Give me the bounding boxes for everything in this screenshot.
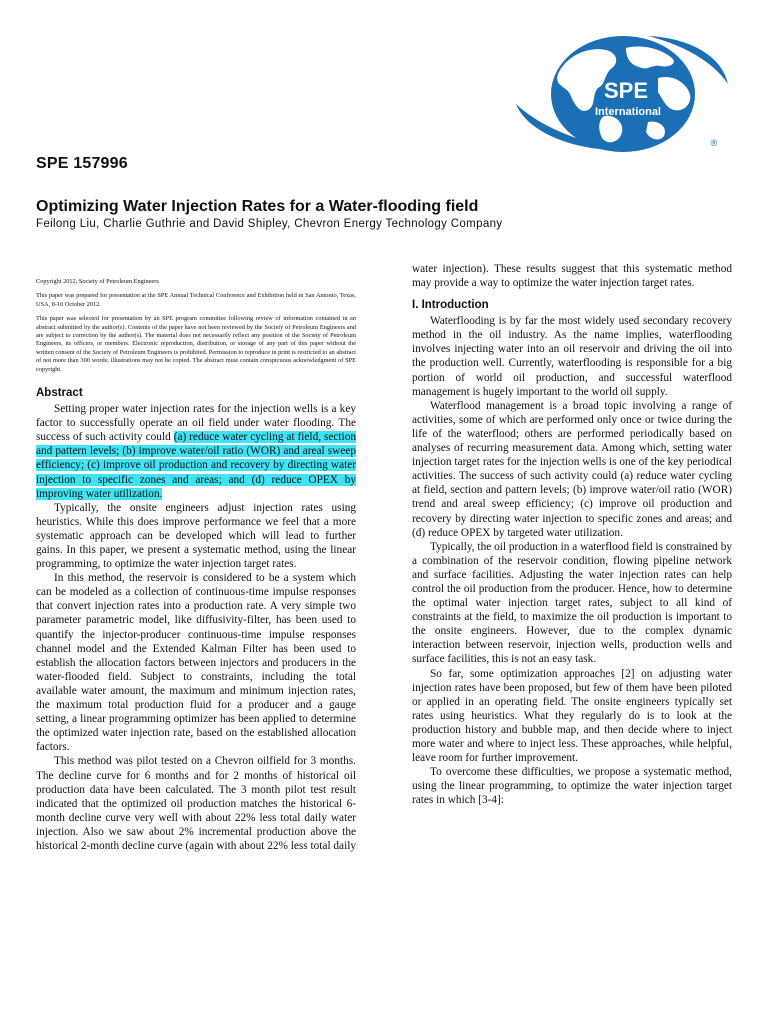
svg-text:International: International <box>594 106 662 118</box>
conference-note: This paper was prepared for presentation at the SPE Annual Technical Conference and Exhibition held in San Antonio, Texas, USA, 8-10 October 2012. <box>36 292 356 308</box>
svg-text:SPE: SPE <box>603 78 649 103</box>
abstract-heading: Abstract <box>36 387 83 400</box>
abstract-paragraph-2: Typically, the onsite engineers adjust injection rates using heuristics. While this does improve performance we feel that a more systematic approach can be developed which will lead to further gains. In this paper, we present a systematic method, using the linear programming, to optimize the water injection target rates. <box>36 501 356 571</box>
paper-number: SPE 157996 <box>36 155 128 172</box>
abstract-paragraph-4-continued: water injection). These results suggest that this systematic method may provide a way to optimize the water injection target rates. <box>412 263 732 290</box>
permission-note: This paper was selected for presentation by an SPE program committee following review of information contained in an abstract submitted by the author(s). Contents of the paper have not been reviewed by the Society of Petroleum Engineers and are subject to correction by the author(s). The material does not necessarily reflect any position of the Society of Petroleum Engineers, its officers, or members. Electronic reproduction, distribution, or storage of any part of this paper without the written consent of the Society of Petroleum Engineers is prohibited. Permission to reproduce in print is restricted to an abstract of not more than 300 words; illustrations may not be copied. The abstract must contain conspicuous acknowledgment of SPE copyright. <box>36 315 356 373</box>
right-column <box>412 262 732 807</box>
svg-text:®: ® <box>710 138 718 148</box>
intro-paragraph-2: Waterflood management is a broad topic involving a range of activities, some of which are performed only once or twice during the life of the waterflood; others are performed periodically based on analyses of recurring measurement data. Among which, setting water injection target rates for the injection wells is one of the key periodical activities. The success of such activity could (a) reduce water cycling at field, section and pattern levels; (b) improve water/oil ratio (WOR) trend and areal sweep efficiency; (c) improve oil production and recovery by directing water injection to specific zones and areas; and (d) reduce OPEX by targeted water utilization. <box>412 399 732 539</box>
intro-paragraph-3: Typically, the oil production in a waterflood field is constrained by a combination of the reservoir condition, flowing pipeline network and surface facilities. Adjusting the water injection rates can help control the oil production from the producer. Hence, how to determine the optimal water injection target rates, subject to all kind of constraints at the field, to maximize the oil production is important to the onsite engineers. However, due to the complex dynamic interaction between reservoir, injection wells, production wells and surface facilities, this is not an easy task. <box>412 540 732 666</box>
intro-paragraph-1: Waterflooding is by far the most widely used secondary recovery method in the oil industry. As the name implies, waterflooding involves injecting water into an oil reservoir and driving the oil into the production well. Currently, waterflooding is responsible for a big portion of world oil production, and successful waterflood management is hugely important to the world oil supply. <box>412 315 732 398</box>
abstract-paragraph-3: In this method, the reservoir is considered to be a system which can be modeled as a collection of continuous-time impulse responses that convert injection rates into a production rate. A very simple two parameter parametric model, like diffusivity-filter, has been used to quantify the injector-producer continuous-time impulse responses channel model and the Extended Kalman Filter has been used to establish the allocation factors between injectors and producers in the water-flooded field. Subject to constraints, including the total available water amount, the maximum and minimum injection rates, the maximum total production fluid for a producer and a gauge setting, a linear programming optimizer has been applied to determine the optimized water injection rate, based on the established allocation factors. <box>36 572 356 754</box>
spe-international-logo <box>508 34 734 154</box>
abstract-p1-text: Setting proper water injection rates for the injection wells is a key factor to successfully operate an oil field under water flooding. The success of such activity could <box>36 403 356 444</box>
abstract-paragraph-1 <box>36 402 356 501</box>
copyright-line: Copyright 2012, Society of Petroleum Engineers <box>36 278 159 285</box>
paper-title: Optimizing Water Injection Rates for a Water-flooding field <box>36 198 479 215</box>
intro-paragraph-4: So far, some optimization approaches [2] on adjusting water injection rates have been proposed, but few of them have been piloted or applied in an operating field. The onsite engineers typically set rates using heuristics. What they regularly do is to look at the production history and bubble map, and then decide where to inject more water and where to inject less. These approaches, while helpful, leave room for further improvement. <box>412 667 732 765</box>
highlighted-text: (a) reduce water cycling at field, section and pattern levels; (b) improve water/oil ratio (WOR) and areal sweep efficiency; (c) improve oil production and recovery by directing water injection to specific zones and areas; and (d) reduce OPEX by improving water utilization. <box>36 431 356 500</box>
left-column <box>36 278 356 853</box>
intro-paragraph-5: To overcome these difficulties, we propose a systematic method, using the linear programming, to optimize the water injection target rates in which [3-4]: <box>412 766 732 807</box>
paper-authors: Feilong Liu, Charlie Guthrie and David Shipley, Chevron Energy Technology Company <box>36 218 503 230</box>
abstract-paragraph-4: This method was pilot tested on a Chevron oilfield for 3 months. The decline curve for 6 months and for 2 months of historical oil production data have been calculated. The 3 month pilot test result indicated that the optimized oil production matches the historical 6-month decline curve very well with about 22% less total daily water injection. Also we saw about 2% incremental production above the historical 2-month decline curve (again with about 22% less total daily <box>36 755 356 852</box>
introduction-heading: I. Introduction <box>412 299 489 312</box>
